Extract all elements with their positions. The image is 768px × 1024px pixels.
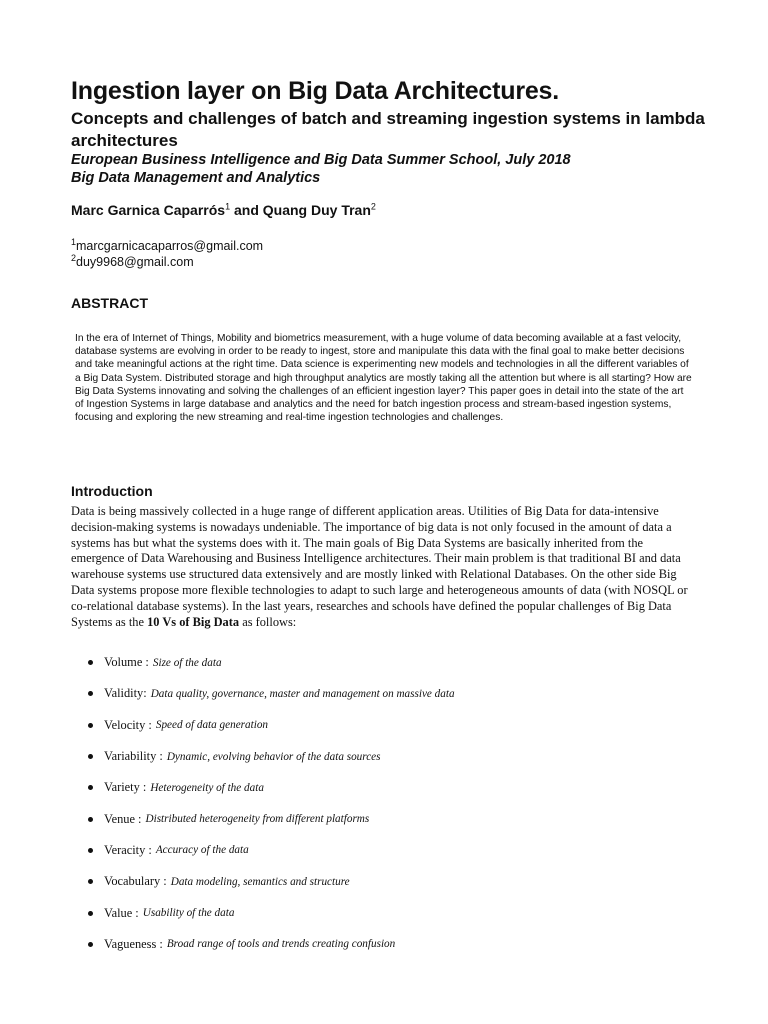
abstract-heading: ABSTRACT [71, 295, 148, 311]
v-description: Dynamic, evolving behavior of the data sources [166, 750, 381, 763]
author-list [71, 200, 711, 220]
v-term: Vagueness : [104, 936, 163, 951]
v-description: Heterogeneity of the data [150, 781, 264, 794]
list-item [86, 897, 686, 928]
bullet-icon [88, 817, 93, 822]
bullet-icon [88, 691, 93, 696]
list-item [86, 710, 686, 741]
list-item [86, 803, 686, 834]
v-description: Data modeling, semantics and structure [170, 875, 350, 888]
author-2-affiliation-mark: 2 [370, 201, 376, 212]
v-term: Venue : [104, 811, 142, 826]
author-emails [71, 238, 711, 270]
v-description: Size of the data [152, 656, 222, 669]
list-item [86, 678, 686, 709]
author-1: Marc Garnica Caparrós [71, 202, 226, 218]
bullet-icon [88, 942, 93, 947]
v-description: Speed of data generation [155, 719, 269, 732]
introduction-bold-term: 10 Vs of Big Data [147, 614, 240, 629]
paper-subtitle: Concepts and challenges of batch and streaming ingestion systems in lambda architectures [71, 109, 705, 150]
author-joiner: and [230, 202, 263, 218]
list-item [86, 866, 686, 897]
introduction-heading: Introduction [71, 483, 153, 499]
bullet-icon [88, 723, 93, 728]
event-line-2: Big Data Management and Analytics [71, 170, 321, 186]
bullet-icon [88, 879, 93, 884]
list-item [86, 835, 686, 866]
v-term: Validity: [104, 686, 147, 701]
event-line-1: European Business Intelligence and Big Data Summer School, July 2018 [71, 152, 571, 168]
v-term: Variety : [104, 780, 147, 795]
email-2-mark: 2 [71, 252, 77, 263]
v-description: Data quality, governance, master and management on massive data [150, 687, 455, 700]
v-term: Value : [104, 905, 139, 920]
bullet-icon [88, 911, 93, 916]
v-term: Velocity : [104, 717, 152, 732]
email-1: marcgarnicacaparros@gmail.com [76, 239, 264, 253]
author-2: Quang Duy Tran [262, 202, 371, 218]
bullet-icon [88, 754, 93, 759]
bullet-icon [88, 848, 93, 853]
event-info [71, 151, 711, 187]
paper-title: Ingestion layer on Big Data Architectures. [71, 77, 560, 105]
bullet-icon [88, 785, 93, 790]
v-description: Broad range of tools and trends creating confusion [166, 938, 396, 951]
v-term: Variability : [104, 749, 163, 764]
bullet-icon [88, 660, 93, 665]
list-item [86, 929, 686, 960]
introduction-text [71, 504, 698, 630]
email-1-mark: 1 [71, 236, 77, 247]
v-description: Usability of the data [142, 907, 235, 920]
list-item [86, 741, 686, 772]
v-term: Volume : [104, 655, 149, 670]
list-item [86, 772, 686, 803]
author-1-affiliation-mark: 1 [225, 201, 231, 212]
big-data-vs-list [86, 647, 686, 960]
v-term: Vocabulary : [104, 874, 167, 889]
v-term: Veracity : [104, 842, 152, 857]
v-description: Distributed heterogeneity from different platforms [145, 813, 370, 826]
list-item [86, 647, 686, 678]
email-2: duy9968@gmail.com [76, 255, 194, 269]
introduction-body: Data is being massively collected in a huge range of different application areas. Utilities of Big Data for data-intensive decision-making systems is nowadays undeniable. The importance of big data is not only focused in the amount of data a systems has but what the systems does with it. The main goals of Big Data Systems are basically inherited from the emergence of Data Warehousing and Business Intelligence architectures. Their main problem is that traditional BI and data warehouse systems use structured data extensively and are mostly linked with Relational Databases. On the other side Big Data systems propose more flexible technologies to adapt to such large and heterogeneous amounts of data (with NOSQL or co-relational database systems). In the last years, researches and schools have defined the popular challenges of Big Data Systems as the [71, 504, 688, 629]
abstract-text: In the era of Internet of Things, Mobility and biometrics measurement, with a huge volume of data becoming available at a fast velocity, database systems are evolving in order to be ready to ingest, store and manipulate this data with the final goal to make better decisions and take meaningful actions at the right time. Data science is experimenting new models and technologies in all the different variables of a Big Data System. Distributed storage and high throughput analytics are mostly taking all the attention but where is all starting? How are Big Data Systems innovating and solving the challenges of an efficient ingestion layer? This paper goes in detail into the state of the art of Ingestion Systems in large database and analytics and the need for batch ingestion process and stream-based ingestion systems, focusing and exploring the new streaming and real-time ingestion technologies and challenges. [75, 333, 692, 424]
email-row-2 [71, 254, 711, 270]
introduction-ending: as follows: [239, 614, 297, 629]
v-description: Accuracy of the data [155, 844, 249, 857]
email-row-1 [71, 238, 711, 254]
